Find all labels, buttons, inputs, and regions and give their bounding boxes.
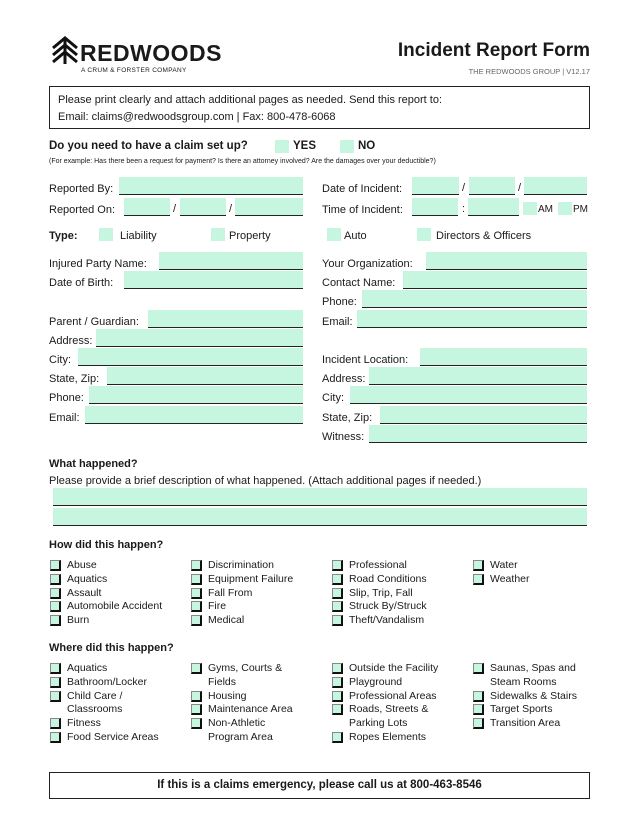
how-option-label: Medical: [208, 614, 245, 627]
emergency-box: [49, 772, 590, 799]
right-city-field[interactable]: [350, 386, 587, 404]
liability-label: Liability: [120, 230, 157, 242]
type-label: Type:: [49, 230, 78, 242]
date-slash: /: [462, 182, 466, 194]
time-colon: :: [462, 203, 466, 215]
where-option-label: Professional Areas: [349, 689, 437, 702]
where-checkbox[interactable]: [332, 704, 343, 715]
how-option-label: Aquatics: [67, 572, 108, 585]
right-state-zip-field[interactable]: [380, 406, 587, 424]
incident-year-field[interactable]: [524, 177, 587, 195]
how-option-label: Weather: [490, 572, 530, 585]
how-option-label: Fire: [208, 600, 227, 613]
pm-label: PM: [573, 204, 588, 215]
how-option-label: Burn: [67, 614, 90, 627]
contact-name-field[interactable]: [403, 271, 587, 289]
how-option-label: Discrimination: [208, 559, 274, 571]
date-slash: /: [173, 203, 177, 215]
claim-no-checkbox[interactable]: [340, 140, 354, 153]
form-version: THE REDWOODS GROUP | V12.17: [468, 67, 590, 76]
parent-field[interactable]: [148, 310, 303, 328]
claim-yes-checkbox[interactable]: [275, 140, 289, 153]
left-state-zip-field[interactable]: [107, 367, 303, 385]
property-label: Property: [229, 230, 271, 242]
where-option-label: Child Care /: [67, 689, 123, 702]
left-address-field[interactable]: [96, 329, 303, 347]
dob-label: Date of Birth:: [49, 277, 114, 289]
where-option-label: Non-Athletic: [208, 717, 266, 730]
reported-on-year-field[interactable]: [235, 198, 303, 216]
parent-label: Parent / Guardian:: [49, 316, 139, 328]
how-option-label: Assault: [67, 586, 102, 599]
how-option-label: Water: [490, 559, 518, 571]
how-checkbox[interactable]: [473, 560, 484, 571]
where-option-label: Fields: [208, 675, 237, 688]
description-line-1[interactable]: [53, 488, 587, 506]
where-option-label: Saunas, Spas and: [490, 662, 576, 674]
how-option-label: Fall From: [208, 586, 253, 599]
incident-day-field[interactable]: [469, 177, 515, 195]
reported-by-label: Reported By:: [49, 183, 114, 195]
where-checkbox[interactable]: [50, 677, 61, 688]
where-option-label: Ropes Elements: [349, 731, 427, 743]
how-checkbox[interactable]: [191, 615, 202, 626]
how-checkbox[interactable]: [332, 601, 343, 612]
where-checkbox[interactable]: [473, 663, 484, 674]
where-option-label: Fitness: [67, 717, 101, 730]
where-option-label: Bathroom/Locker: [67, 675, 147, 688]
how-option-label: Struck By/Struck: [349, 600, 427, 613]
left-city-field[interactable]: [78, 348, 303, 366]
where-checkbox[interactable]: [332, 732, 343, 743]
right-email-label: Email:: [322, 316, 353, 328]
where-checkbox[interactable]: [191, 718, 202, 729]
right-email-field[interactable]: [357, 310, 587, 328]
right-phone-field[interactable]: [362, 290, 587, 308]
description-line-2[interactable]: [53, 508, 587, 526]
how-heading: How did this happen?: [49, 539, 164, 551]
how-option-label: Road Conditions: [349, 572, 427, 585]
where-option-label: Gyms, Courts &: [208, 662, 283, 674]
liability-checkbox[interactable]: [99, 228, 113, 241]
how-checkbox[interactable]: [473, 574, 484, 585]
contact-name-label: Contact Name:: [322, 277, 396, 289]
where-checkbox[interactable]: [50, 663, 61, 674]
where-checkbox[interactable]: [332, 691, 343, 702]
am-label: AM: [538, 204, 553, 215]
left-phone-label: Phone:: [49, 392, 84, 404]
injured-party-field[interactable]: [159, 252, 303, 270]
where-option-label: Sidewalks & Stairs: [490, 689, 577, 702]
emergency-text: If this is a claims emergency, please call us at 800-463-8546: [157, 779, 482, 791]
your-org-field[interactable]: [426, 252, 587, 270]
auto-checkbox[interactable]: [327, 228, 341, 241]
left-email-field[interactable]: [85, 406, 303, 424]
claim-note: (For example: Has there been a request for payment? Is there an attorney involved? Are the damages over your deductible?): [49, 158, 436, 165]
directors-label: Directors & Officers: [436, 230, 532, 242]
where-checkbox[interactable]: [332, 663, 343, 674]
how-checkbox[interactable]: [50, 588, 61, 599]
reported-on-month-field[interactable]: [124, 198, 170, 216]
how-option-label: Abuse: [67, 559, 97, 571]
incident-location-label: Incident Location:: [322, 354, 409, 366]
reported-on-label: Reported On:: [49, 204, 116, 216]
claim-question: Do you need to have a claim set up?: [49, 140, 248, 152]
date-of-incident-label: Date of Incident:: [322, 183, 403, 195]
right-address-field[interactable]: [369, 367, 587, 385]
how-checkbox[interactable]: [332, 588, 343, 599]
how-checkbox[interactable]: [191, 601, 202, 612]
claim-no-label: NO: [358, 140, 376, 152]
how-checkbox[interactable]: [191, 560, 202, 571]
where-checkbox[interactable]: [50, 732, 61, 743]
left-phone-field[interactable]: [89, 386, 303, 404]
pm-checkbox[interactable]: [558, 202, 572, 215]
notice-box: [49, 86, 590, 129]
reported-by-field[interactable]: [119, 177, 303, 195]
where-option-label: Food Service Areas: [67, 731, 159, 743]
time-of-incident-label: Time of Incident:: [322, 204, 403, 216]
where-option-label: Target Sports: [490, 703, 553, 716]
where-option-label: Outside the Facility: [349, 662, 439, 674]
how-checkbox[interactable]: [191, 588, 202, 599]
what-happened-heading: What happened?: [49, 458, 138, 470]
where-checkbox[interactable]: [473, 704, 484, 715]
auto-label: Auto: [344, 230, 367, 242]
where-option-label: Housing: [208, 689, 247, 702]
how-checkbox[interactable]: [50, 574, 61, 585]
what-happened-prompt: Please provide a brief description of what happened. (Attach additional pages if needed.): [49, 475, 482, 487]
how-option-label: Automobile Accident: [67, 600, 163, 613]
right-city-label: City:: [322, 392, 344, 404]
am-checkbox[interactable]: [523, 202, 537, 215]
how-checkbox[interactable]: [50, 601, 61, 612]
left-state-zip-label: State, Zip:: [49, 373, 100, 385]
where-checkbox[interactable]: [473, 691, 484, 702]
where-option-label: Playground: [349, 675, 403, 688]
claim-yes-label: YES: [293, 140, 317, 152]
how-option-label: Slip, Trip, Fall: [349, 586, 413, 599]
witness-label: Witness:: [322, 431, 365, 443]
notice-line-2: Email: claims@redwoodsgroup.com | Fax: 800-478-6068: [58, 111, 336, 123]
reported-on-day-field[interactable]: [180, 198, 226, 216]
property-checkbox[interactable]: [211, 228, 225, 241]
where-option-label: Classrooms: [67, 703, 123, 716]
where-checkbox[interactable]: [473, 718, 484, 729]
how-option-label: Theft/Vandalism: [349, 614, 425, 627]
date-slash: /: [518, 182, 522, 194]
where-option-label: Aquatics: [67, 662, 108, 674]
notice-line-1: Please print clearly and attach additional pages as needed. Send this report to:: [58, 94, 443, 106]
how-option-label: Professional: [349, 559, 407, 571]
how-checkbox[interactable]: [332, 574, 343, 585]
where-checkbox[interactable]: [191, 691, 202, 702]
where-checkbox[interactable]: [50, 691, 61, 702]
right-phone-label: Phone:: [322, 296, 357, 308]
witness-field[interactable]: [369, 425, 587, 443]
where-option-label: Program Area: [208, 731, 273, 743]
injured-party-label: Injured Party Name:: [49, 258, 147, 270]
left-email-label: Email:: [49, 412, 80, 424]
how-checkbox[interactable]: [332, 615, 343, 626]
form-title: Incident Report Form: [397, 40, 590, 61]
dob-field[interactable]: [124, 271, 303, 289]
left-address-label: Address:: [49, 335, 93, 347]
date-slash: /: [229, 203, 233, 215]
where-checkbox[interactable]: [191, 663, 202, 674]
right-address-label: Address:: [322, 373, 366, 385]
how-option-label: Equipment Failure: [208, 572, 294, 585]
incident-hour-field[interactable]: [412, 198, 458, 216]
brand-name: REDWOODS: [80, 40, 222, 66]
where-option-label: Maintenance Area: [208, 703, 293, 716]
how-checkbox[interactable]: [332, 560, 343, 571]
where-checkbox[interactable]: [332, 677, 343, 688]
your-org-label: Your Organization:: [322, 258, 413, 270]
left-city-label: City:: [49, 354, 71, 366]
how-checkbox[interactable]: [50, 560, 61, 571]
incident-location-field[interactable]: [420, 348, 587, 366]
where-checkbox[interactable]: [191, 704, 202, 715]
how-checkbox[interactable]: [191, 574, 202, 585]
where-option-label: Roads, Streets &: [349, 703, 429, 716]
directors-checkbox[interactable]: [417, 228, 431, 241]
incident-minute-field[interactable]: [468, 198, 519, 216]
where-checkbox[interactable]: [50, 718, 61, 729]
where-option-label: Steam Rooms: [490, 675, 557, 688]
where-heading: Where did this happen?: [49, 642, 174, 654]
right-state-zip-label: State, Zip:: [322, 412, 373, 424]
redwoods-tree-logo-icon: [50, 36, 80, 64]
where-option-label: Parking Lots: [349, 717, 408, 730]
how-checkbox[interactable]: [50, 615, 61, 626]
where-option-label: Transition Area: [490, 717, 561, 730]
incident-month-field[interactable]: [412, 177, 459, 195]
brand-tagline: A CRUM & FORSTER COMPANY: [81, 67, 187, 74]
